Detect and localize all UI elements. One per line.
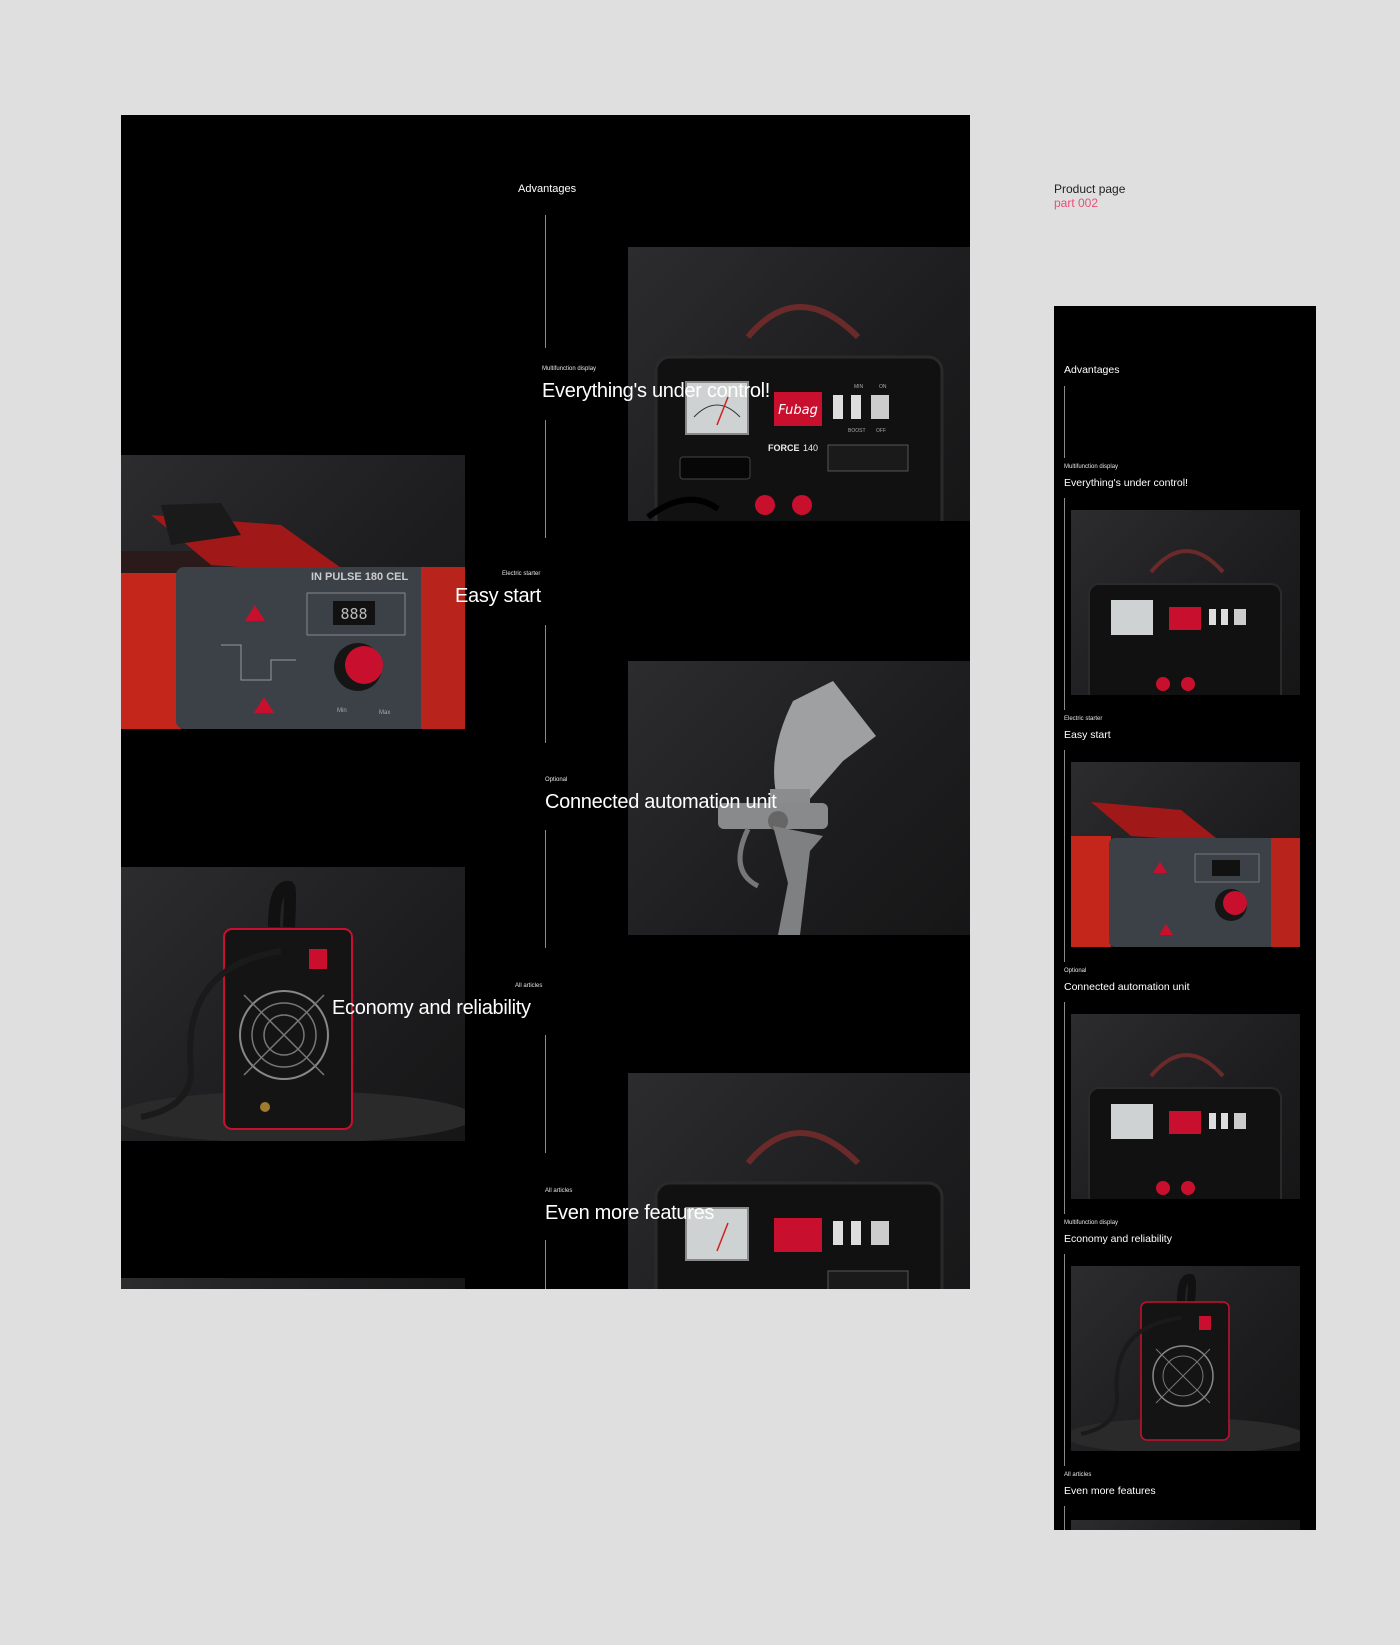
mobile-mockup — [1054, 306, 1316, 1530]
switch-min-label: MIN — [854, 384, 864, 390]
feature-title: Economy and reliability — [332, 997, 531, 1019]
feature-eyebrow: Electric starter — [502, 571, 541, 577]
brand-logo-text: Fubag — [778, 403, 818, 418]
switch-boost-label: BOOST — [848, 428, 866, 434]
feature-title: Connected automation unit — [1064, 981, 1190, 993]
timeline-line — [545, 830, 546, 948]
timeline-line — [1064, 386, 1065, 458]
feature-eyebrow: Multifunction display — [1064, 1220, 1119, 1226]
timeline-line — [1064, 1506, 1065, 1530]
note-title: Product page — [1054, 182, 1126, 196]
timeline-line — [545, 1240, 546, 1289]
feature-title: Economy and reliability — [1064, 1233, 1172, 1245]
knob-max-label: Max — [379, 710, 391, 716]
feature-eyebrow: Optional — [545, 777, 568, 783]
timeline-line — [545, 625, 546, 743]
timeline-line — [545, 1035, 546, 1153]
feature-eyebrow: All articles — [515, 983, 543, 989]
timeline-line — [545, 215, 546, 348]
charger-photo-2 — [628, 1073, 970, 1289]
photo-sliver — [121, 1278, 465, 1289]
feature-eyebrow: Optional — [1064, 968, 1087, 974]
feature-title: Everything's under control! — [542, 380, 771, 402]
feature-title: Even more features — [1064, 1485, 1156, 1497]
photo-sliver — [1071, 1520, 1300, 1530]
feature-eyebrow: All articles — [545, 1188, 573, 1194]
switch-on-label: ON — [879, 384, 887, 390]
welder-back-photo — [1071, 1266, 1300, 1451]
advantages-heading: Advantages — [1064, 364, 1120, 376]
charger-photo-2 — [1071, 1014, 1300, 1199]
timeline-line — [1064, 1002, 1065, 1214]
timeline-line — [1064, 750, 1065, 962]
feature-eyebrow: Electric starter — [1064, 716, 1103, 722]
feature-title: Easy start — [1064, 729, 1111, 741]
welder-display: 888 — [340, 605, 368, 623]
welder-panel-photo — [121, 455, 465, 729]
switch-off-label: OFF — [876, 428, 886, 434]
timeline-line — [1064, 498, 1065, 710]
charger-photo — [1071, 510, 1300, 695]
welder-panel-photo — [1071, 762, 1300, 947]
feature-title: Everything's under control! — [1064, 477, 1188, 489]
desktop-mockup — [121, 115, 970, 1289]
welder-model-label: IN PULSE 180 CEL — [311, 571, 409, 583]
feature-title: Connected automation unit — [545, 791, 777, 813]
advantages-heading: Advantages — [518, 183, 577, 195]
charger-number-label: 140 — [803, 443, 819, 453]
timeline-line — [545, 420, 546, 538]
feature-eyebrow: Multifunction display — [542, 366, 597, 372]
feature-title: Even more features — [545, 1202, 715, 1224]
feature-eyebrow: All articles — [1064, 1472, 1092, 1478]
note-subtitle: part 002 — [1054, 196, 1099, 210]
knob-min-label: Min — [337, 708, 347, 714]
feature-eyebrow: Multifunction display — [1064, 464, 1119, 470]
timeline-line — [1064, 1254, 1065, 1466]
charger-model-label: FORCE — [768, 443, 800, 453]
feature-title: Easy start — [455, 585, 541, 607]
